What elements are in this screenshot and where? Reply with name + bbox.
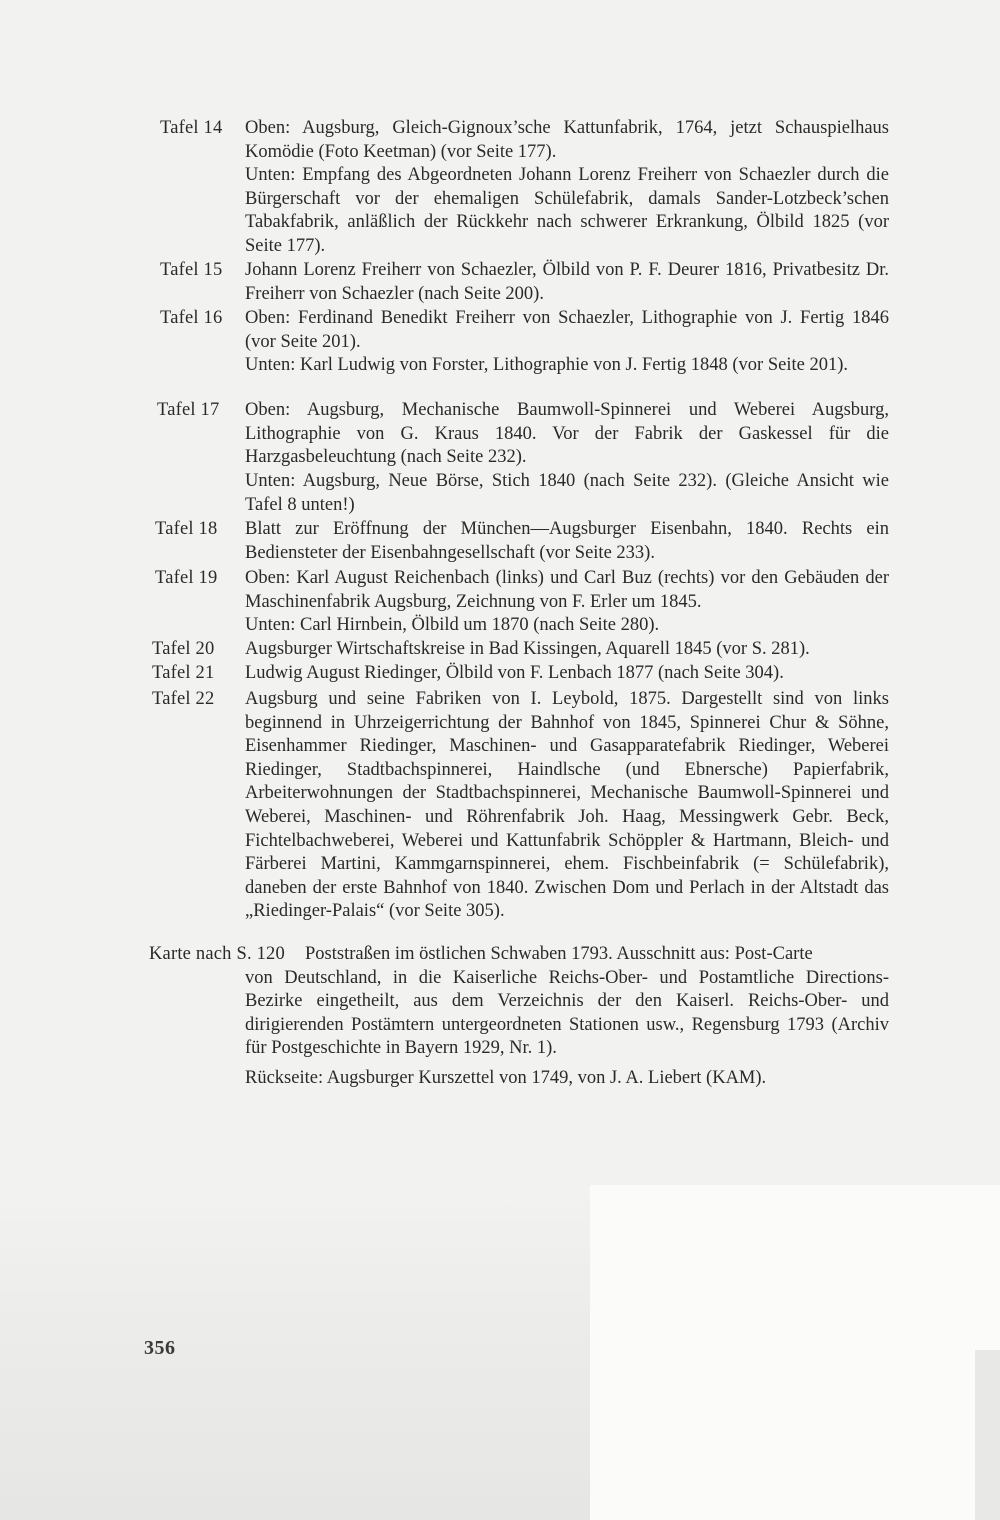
map-caption: von Deutschland, in die Kaiserliche Reichs-Ober- und Postamtliche Directions-Bezirke eingetheilt, aus dem Verzeichnis der den Kaiserl. Reichs-Ober- und dirigierenden Postämtern untergeordneten Stationen usw., Regensburg 1793 (Archiv für Postgeschichte in Bayern 1929, Nr. 1). — [245, 967, 889, 1059]
plate-caption: Augsburger Wirtschaftskreise in Bad Kissingen, Aquarell 1845 (vor S. 281). — [245, 639, 810, 659]
plate-caption-bottom: Unten: Karl Ludwig von Forster, Lithographie von J. Fertig 1848 (vor Seite 201). — [245, 355, 848, 375]
map-reverse-side-caption: Rückseite: Augsburger Kurszettel von 1749, von J. A. Liebert (KAM). — [245, 1068, 767, 1088]
map-caption-first-line: Poststraßen im östlichen Schwaben 1793. Ausschnitt aus: Post-Carte — [305, 944, 813, 964]
page-edge-shadow — [975, 1350, 1000, 1520]
plate-caption: Johann Lorenz Freiherr von Schaezler, Ölbild von P. F. Deurer 1816, Privatbesitz Dr. Freiherr von Schaezler (nach Seite 200). — [245, 260, 889, 304]
plate-label: Tafel 16 — [160, 308, 223, 328]
plate-caption-top: Oben: Ferdinand Benedikt Freiherr von Schaezler, Lithographie von J. Fertig 1846 (vor Seite 201). — [245, 308, 889, 352]
page-shading-right — [590, 1185, 1000, 1520]
plate-caption-bottom: Unten: Empfang des Abgeordneten Johann Lorenz Freiherr von Schaezler durch die Bürgerschaft vor der ehemaligen Schülefabrik, damals Sander-Lotzbeck’schen Tabakfabrik, anläßlich der Rückkehr nach schwerer Erkrankung, Ölbild 1825 (vor Seite 177). — [245, 165, 889, 256]
plate-caption-bottom: Unten: Carl Hirnbein, Ölbild um 1870 (nach Seite 280). — [245, 615, 660, 635]
plate-caption-top: Oben: Augsburg, Gleich-Gignoux’sche Kattunfabrik, 1764, jetzt Schauspielhaus Komödie (Foto Keetman) (vor Seite 177). — [245, 118, 889, 162]
plate-label: Tafel 15 — [160, 260, 223, 280]
plate-label: Tafel 14 — [160, 118, 223, 138]
page-number: 356 — [144, 1337, 176, 1359]
map-label: Karte nach S. 120 — [149, 944, 285, 964]
plate-label: Tafel 20 — [152, 639, 215, 659]
plate-caption: Ludwig August Riedinger, Ölbild von F. Lenbach 1877 (nach Seite 304). — [245, 663, 784, 683]
plate-caption-bottom: Unten: Augsburg, Neue Börse, Stich 1840 (nach Seite 232). (Gleiche Ansicht wie Tafel 8 unten!) — [245, 471, 889, 515]
plate-label: Tafel 17 — [157, 400, 220, 420]
plate-label: Tafel 22 — [152, 689, 215, 709]
plate-caption: Augsburg und seine Fabriken von I. Leybold, 1875. Dargestellt sind von links beginnend in Uhrzeigerrichtung der Bahnhof von 1845, Spinnerei Chur & Söhne, Eisenhammer Riedinger, Maschinen- und Gasapparatefabrik Riedinger, Weberei Riedinger, Stadtbachspinnerei, Haindlsche (und Ebnersche) Papierfabrik, Arbeiterwohnungen der Stadtbachspinnerei, Mechanische Baumwoll-Spinnerei und Weberei, Maschinen- und Röhrenfabrik Joh. Haag, Messingwerk Gebr. Beck, Fichtelbachweberei, Weberei und Kattunfabrik Schöppler & Hartmann, Bleich- und Färberei Martini, Kammgarnspinnerei, ehem. Fischbeinfabrik (= Schülefabrik), daneben der erste Bahnhof von 1840. Zwischen Dom und Perlach in der Altstadt das „Riedinger-Palais“ (vor Seite 305). — [245, 689, 889, 922]
plate-caption-top: Oben: Augsburg, Mechanische Baumwoll-Spinnerei und Weberei Augsburg, Lithographie von G. Kraus 1840. Vor der Fabrik der Gaskessel für die Harzgasbeleuchtung (nach Seite 232). — [245, 400, 889, 468]
plate-label: Tafel 19 — [155, 568, 218, 588]
plate-caption: Blatt zur Eröffnung der München—Augsburger Eisenbahn, 1840. Rechts ein Bediensteter der Eisenbahngesellschaft (vor Seite 233). — [245, 519, 889, 563]
plate-caption-top: Oben: Karl August Reichenbach (links) und Carl Buz (rechts) vor den Gebäuden der Maschinenfabrik Augsburg, Zeichnung von F. Erler um 1845. — [245, 568, 889, 612]
plate-label: Tafel 18 — [155, 519, 218, 539]
plate-label: Tafel 21 — [152, 663, 215, 683]
